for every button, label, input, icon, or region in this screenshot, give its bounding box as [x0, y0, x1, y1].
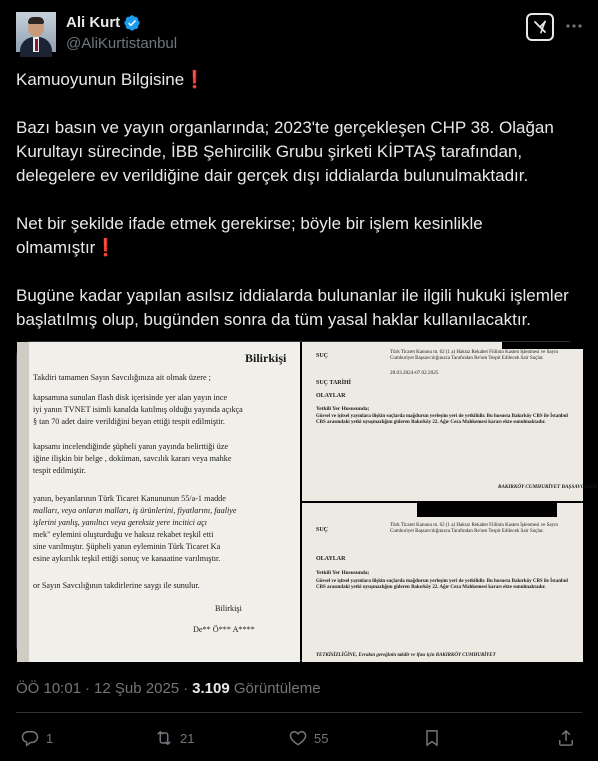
author-display-name[interactable]: Ali Kurt	[66, 14, 121, 31]
doc-line: malları, veya onların malları, iş ürünlerini, fiyatlarını, faaliye	[33, 506, 237, 515]
more-options-icon[interactable]	[564, 16, 584, 36]
doc-line: Takdiri tamamen Sayın Savcılığınıza ait olmak üzere ;	[33, 373, 211, 382]
views-count: 3.109	[192, 680, 230, 697]
tweet-header	[16, 12, 582, 54]
doc-line: mek" eylemini oluşturduğu ve haksız rekabet teşkil etti	[33, 530, 214, 539]
exclamation-emoji-icon: ❗	[95, 238, 117, 257]
author-handle[interactable]: @AliKurtistanbul	[66, 35, 178, 52]
media-image-complaint-1[interactable]	[302, 342, 598, 501]
tweet-meta: ÖÖ 10:01 · 12 Şub 2025 · 3.109 Görüntüleme	[16, 680, 321, 697]
verified-badge-icon[interactable]	[123, 14, 141, 32]
doc-date-label: SUÇ TARİHİ	[316, 380, 351, 386]
reply-count: 1	[46, 730, 54, 746]
doc-yetkili-label: Yetkili Yer Hususunda;	[316, 570, 370, 576]
doc-body: Görsel ve işitsel yayınlara ilişkin suçlarda mağdurun yerleşim yeri de yetkilidir. Bu hususta Bakırköy CBS ile İstanbul CBS arasındaki yetki uyuşmazlığını gideren Bakırköy 22. Ağır Ceza Mahkemesi kararı ekte sunulmaktadır.	[316, 414, 568, 426]
views-label: Görüntüleme	[233, 680, 321, 697]
paragraph-text: Bazı basın ve yayın organlarında; 2023'te gerçekleşen CHP 38. Olağan Kurultayı sürecinde, İBB Şehircilik Grubu şirketi KİPTAŞ tarafından, delegelere ev verildiğine dair gerçek dışı iddialarda bulunulmaktadır.	[16, 118, 554, 185]
paragraph-text: Bugüne kadar yapılan asılsız iddialarda bulunanlar ile ilgili hukuki işlemler başlatılmış olup, bugünden sonra da tüm yasal haklar kullanılacaktır.	[16, 286, 569, 329]
divider	[16, 712, 582, 713]
heart-icon	[288, 728, 308, 748]
tweet-time[interactable]: ÖÖ 10:01	[16, 680, 82, 697]
doc-suc-text: Türk Ticaret Kanunu m. 62 (1 a) Haksız Rekabet Fiilinin Kasten İşlenmesi ve Sayın Cumhuriyet Başsavcılığınızca Tarafından Re'sen Tespit Edilecek Sair Suçlar.	[390, 350, 559, 361]
tweet-date[interactable]: 12 Şub 2025	[94, 680, 180, 697]
like-button[interactable]	[288, 724, 328, 752]
doc-line: iyi yanın TVNET isimli kanalda katılmış olduğu yayında açıkça	[33, 405, 243, 414]
doc-signature-name: De** Ö*** A****	[193, 625, 255, 634]
repost-icon	[154, 728, 174, 748]
doc-footer: YETKİSİZLİĞİNE, Evrakın gereğinin takdir ve ifası için BAKIRKÖY CUMHURİYET	[316, 653, 496, 658]
exclamation-emoji-icon: ❗	[184, 70, 206, 89]
paragraph-text: Net bir şekilde ifade etmek gerekirse; böyle bir işlem kesinlikle olmamıştır	[16, 214, 483, 257]
reply-icon	[20, 728, 40, 748]
doc-footer: BAKIRKÖY CUMHURİYET BAŞSAVCILIĞI	[498, 484, 598, 490]
repost-button[interactable]	[154, 724, 194, 752]
doc-title: Bilirkişi	[245, 351, 287, 365]
like-count: 55	[314, 730, 329, 746]
share-button[interactable]	[556, 724, 576, 752]
doc-yetkili-label: Yetkili Yer Hususunda;	[316, 406, 370, 412]
doc-line: kapsamı incelendiğinde şüpheli yanın yayında belirttiği üze	[33, 442, 229, 451]
reply-button[interactable]	[20, 724, 53, 752]
tweet-paragraph	[16, 284, 582, 332]
doc-date-text: 28.03.2024-07.02.2025	[390, 370, 439, 376]
bookmark-icon	[422, 728, 442, 748]
doc-line: iğine ilişkin bir belge , doküman, savcılık kararı veya mahke	[33, 454, 232, 463]
grok-icon[interactable]	[526, 13, 554, 41]
doc-line: sine varılmıştır. Şüpheli yanın eyleminin Türk Ticaret Ka	[33, 542, 221, 551]
author-info	[66, 13, 177, 54]
tweet-paragraph	[16, 68, 582, 92]
doc-line: işlerini yanlış, yanıltıcı veya gereksiz yere incitici açı	[33, 518, 208, 527]
media-grid	[16, 341, 598, 661]
doc-body: Görsel ve işitsel yayınlara ilişkin suçlarda mağdurun yerleşim yeri de yetkilidir. Bu hususta Bakırköy CBS ile İstanbul CBS arasındaki yetki uyuşmazlığını gideren Bakırköy 22. Ağır Ceza Mahkemesi kararı ekte sunulmaktadır.	[316, 579, 568, 591]
tweet-text	[16, 68, 582, 332]
doc-line: kapsamına sunulan flash disk içerisinde yer alan yayın ince	[33, 393, 228, 402]
media-image-expert-report[interactable]	[17, 342, 300, 662]
tweet-paragraph	[16, 116, 582, 188]
tweet-paragraph	[16, 212, 582, 260]
share-icon	[556, 728, 576, 748]
repost-count: 21	[180, 730, 195, 746]
doc-olaylar-label: OLAYLAR	[316, 393, 346, 399]
doc-line: yanın, beyanlarının Türk Ticaret Kanununun 55/a-1 madde	[33, 494, 226, 503]
doc-olaylar-label: OLAYLAR	[316, 556, 346, 562]
doc-suc-label: SUÇ	[316, 527, 329, 533]
avatar[interactable]	[16, 12, 56, 52]
bookmark-button[interactable]	[422, 724, 442, 752]
action-bar	[16, 724, 582, 752]
doc-suc-label: SUÇ	[316, 353, 329, 359]
doc-line: § tan 70 adet daire verildiğini beyan ettiği tespit edilmiştir.	[33, 417, 225, 426]
author-name-row[interactable]	[66, 13, 141, 33]
paragraph-text: Kamuoyunun Bilgisine	[16, 70, 185, 89]
doc-line: esine aykırılık teşkil ettiği sonuç ve kanaatine varılmıştır.	[33, 554, 221, 563]
media-image-complaint-2[interactable]	[302, 503, 583, 662]
doc-line: or Sayın Savcılığının takdirlerine saygı ile sunulur.	[33, 581, 200, 590]
doc-signature-label: Bilirkişi	[215, 604, 242, 613]
doc-line: tespit edilmiştir.	[33, 466, 86, 475]
doc-suc-text: Türk Ticaret Kanunu m. 62 (1 a) Haksız Rekabet Fiilinin Kasten İşlenmesi ve Sayın Cumhuriyet Başsavcılığınızca Tarafından Re'sen Tespit Edilecek Sair Suçlar.	[390, 523, 559, 534]
